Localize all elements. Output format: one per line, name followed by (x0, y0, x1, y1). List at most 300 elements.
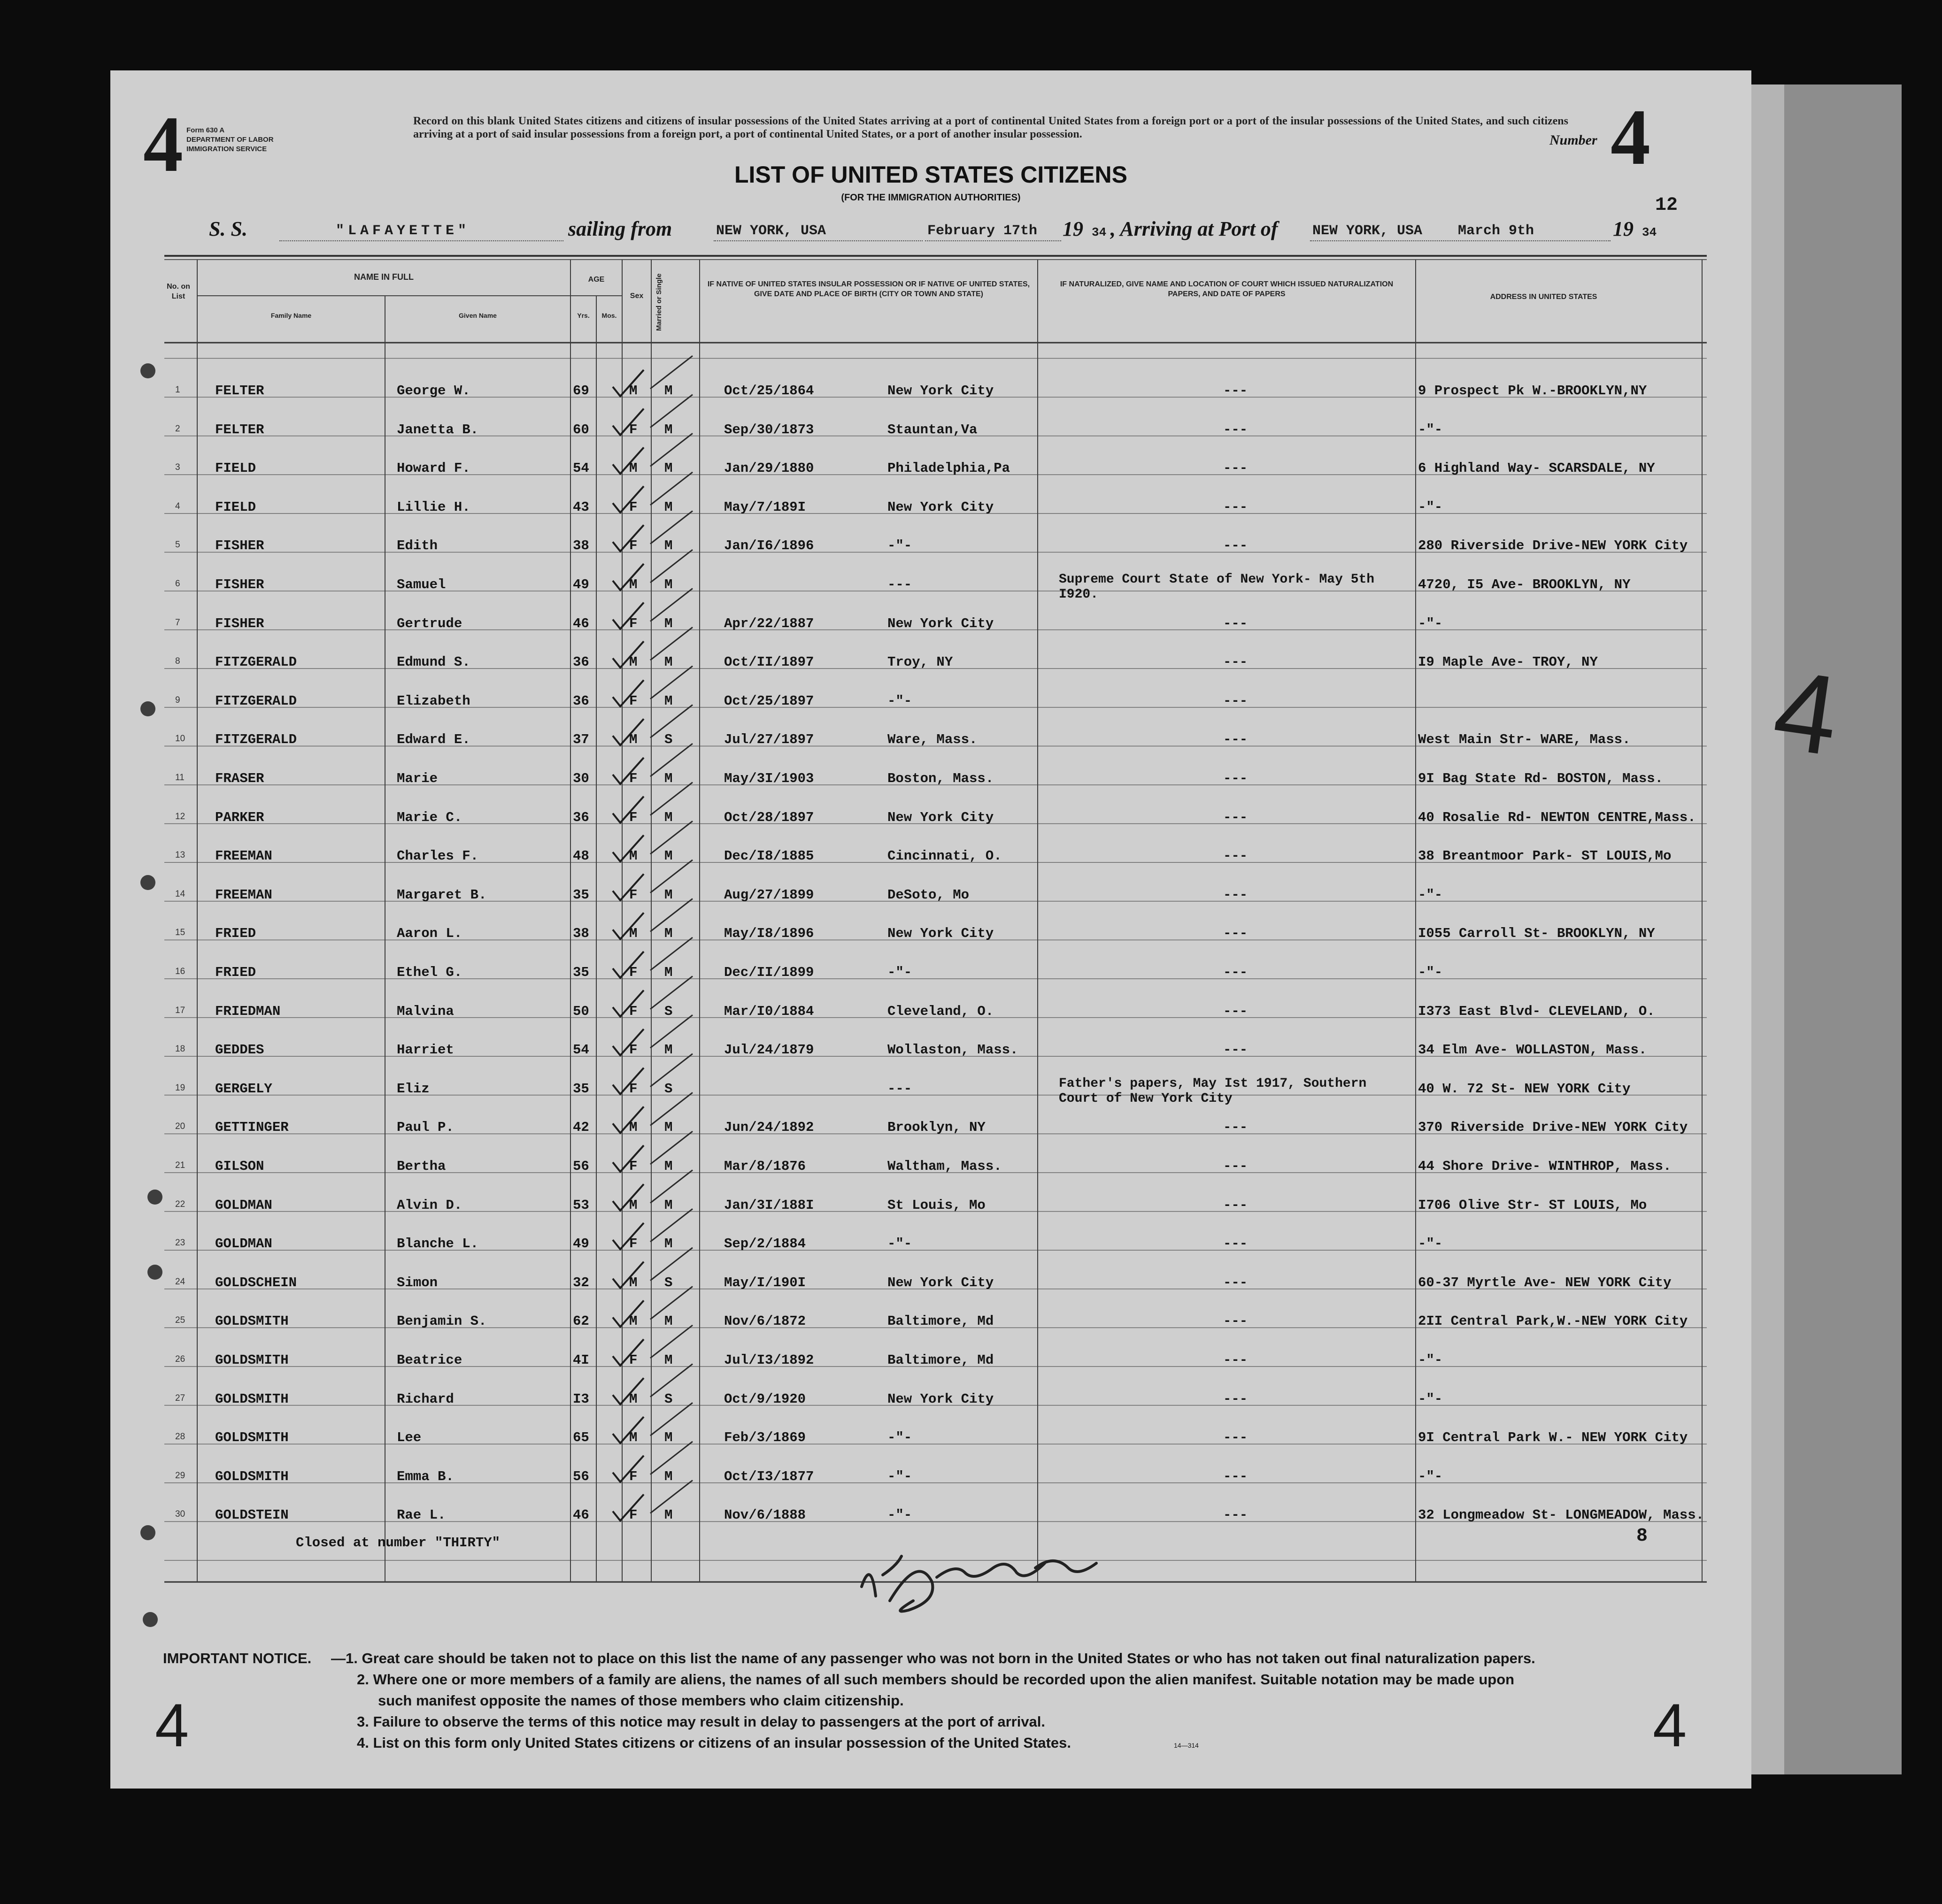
check-mark (613, 1106, 644, 1136)
birth-date: Mar/8/1876 (724, 1159, 806, 1174)
punch-hole (140, 875, 155, 890)
row-number: 9 (175, 695, 180, 705)
marital-status: S (664, 1274, 673, 1290)
marital-status: M (664, 383, 673, 399)
naturalization: --- (1223, 654, 1248, 670)
marital-status: M (664, 461, 673, 476)
naturalization: Father's papers, May Ist 1917, Southern Court of New York City (1059, 1076, 1367, 1106)
family-name: FISHER (215, 577, 264, 592)
notice-item-1: —1. Great care should be taken not to place on this list the name of any passenger who was not born in the United States or who has not taken out final naturalization papers. (331, 1650, 1535, 1666)
family-name: GOLDMAN (215, 1197, 272, 1213)
birth-place: Boston, Mass. (887, 771, 994, 786)
birth-place: -"- (887, 1468, 912, 1484)
check-mark (613, 913, 644, 942)
address: West Main Str- WARE, Mass. (1418, 732, 1631, 748)
arrival-port: NEW YORK, USA (1312, 223, 1423, 239)
arrival-date: March 9th (1458, 223, 1534, 239)
birth-date: Feb/3/1869 (724, 1430, 806, 1446)
age: 54 (573, 1042, 589, 1058)
row-number: 22 (175, 1199, 185, 1209)
address: 9I Central Park W.- NEW YORK City (1418, 1430, 1688, 1446)
address: -"- (1418, 499, 1443, 515)
marital-status: S (664, 1391, 673, 1407)
check-mark (613, 1417, 644, 1446)
check-mark (613, 797, 644, 823)
birth-date: Oct/9/1920 (724, 1391, 806, 1407)
list-number: 4 (1611, 93, 1650, 181)
check-mark (613, 1262, 644, 1288)
sex: F (629, 1352, 638, 1368)
check-mark (613, 874, 644, 900)
age: 49 (573, 1236, 589, 1252)
naturalization: --- (1223, 1468, 1248, 1484)
marital-status: M (664, 926, 673, 942)
page-number: 12 (1655, 195, 1678, 216)
age: 69 (573, 383, 589, 399)
given-name: Ethel G. (397, 965, 462, 980)
row-number: 3 (175, 462, 180, 473)
given-name: Howard F. (397, 461, 470, 476)
marital-status: M (664, 809, 673, 825)
address: 32 Longmeadow St- LONGMEADOW, Mass. (1418, 1507, 1704, 1523)
address: I055 Carroll St- BROOKLYN, NY (1418, 926, 1655, 942)
given-name: Rae L. (397, 1507, 446, 1523)
date-rule (925, 240, 1061, 241)
ss-label: S. S. (209, 217, 247, 240)
marital-status: M (664, 1507, 673, 1523)
family-name: FITZGERALD (215, 693, 297, 709)
header-naturalization: IF NATURALIZED, GIVE NAME AND LOCATION OF COURT WHICH ISSUED NATURALIZATION PAPERS, AND DATE OF PAPERS (1060, 280, 1394, 298)
marital-status: M (664, 693, 673, 709)
birth-date: May/I8/1896 (724, 926, 814, 942)
check-mark (613, 1068, 644, 1094)
birth-date: Oct/28/1897 (724, 809, 814, 825)
sex: M (629, 732, 638, 748)
birth-date: Oct/25/1864 (724, 383, 814, 399)
row-number: 11 (175, 773, 185, 783)
naturalization: --- (1223, 1274, 1248, 1290)
punch-hole (147, 1190, 162, 1205)
birth-place: --- (887, 577, 912, 592)
naturalization: --- (1223, 383, 1248, 399)
sex: F (629, 422, 638, 438)
row-number: 12 (175, 811, 185, 821)
check-mark (613, 641, 644, 668)
marital-status: S (664, 732, 673, 748)
row-number: 7 (175, 617, 180, 628)
age: 50 (573, 1003, 589, 1019)
address: I373 East Blvd- CLEVELAND, O. (1418, 1003, 1655, 1019)
check-mark (613, 409, 644, 435)
address: -"- (1418, 965, 1443, 980)
birth-place: Cleveland, O. (887, 1003, 994, 1019)
marital-status: M (664, 887, 673, 903)
marital-status: M (664, 422, 673, 438)
birth-place: -"- (887, 693, 912, 709)
header-given-name: Given Name (459, 312, 497, 319)
marital-status: M (664, 654, 673, 670)
address: -"- (1418, 1236, 1443, 1252)
footer-code: 14—314 (1174, 1742, 1199, 1749)
notice-item-2: 2. Where one or more members of a family are aliens, the names of all such members should be recorded upon the alien manifest. Suitable notation may be made upon (357, 1671, 1515, 1688)
given-name: Marie (397, 771, 438, 786)
marital-status: M (664, 1468, 673, 1484)
family-name: FIELD (215, 499, 256, 515)
marital-status: M (664, 1313, 673, 1329)
age: 46 (573, 615, 589, 631)
sex: M (629, 1313, 638, 1329)
row-number: 27 (175, 1393, 185, 1403)
sex: F (629, 1159, 638, 1174)
age: 42 (573, 1120, 589, 1136)
birth-place: Cincinnati, O. (887, 848, 1002, 864)
departure-port: NEW YORK, USA (716, 223, 826, 239)
address: -"- (1418, 1391, 1443, 1407)
service-label: IMMIGRATION SERVICE (186, 145, 267, 153)
address: 9I Bag State Rd- BOSTON, Mass. (1418, 771, 1664, 786)
sailing-date: February 17th (927, 223, 1038, 239)
naturalization: --- (1223, 615, 1248, 631)
check-mark (613, 835, 644, 861)
check-mark (613, 1184, 644, 1211)
birth-place: -"- (887, 1430, 912, 1446)
age: 56 (573, 1159, 589, 1174)
punch-hole (140, 701, 155, 716)
birth-date: Jul/24/1879 (724, 1042, 814, 1058)
family-name: FREEMAN (215, 887, 272, 903)
family-name: FISHER (215, 538, 264, 554)
sex: F (629, 615, 638, 631)
age: 36 (573, 693, 589, 709)
naturalization: --- (1223, 1042, 1248, 1058)
address: 280 Riverside Drive-NEW YORK City (1418, 538, 1688, 554)
birth-date: Mar/I0/1884 (724, 1003, 814, 1019)
naturalization: --- (1223, 848, 1248, 864)
marital-status: M (664, 848, 673, 864)
birth-date: Jan/I6/1896 (724, 538, 814, 554)
given-name: Alvin D. (397, 1197, 462, 1213)
header-sex: Sex (630, 292, 644, 300)
given-name: Malvina (397, 1003, 454, 1019)
age: 56 (573, 1468, 589, 1484)
family-name: FELTER (215, 383, 264, 399)
address: -"- (1418, 887, 1443, 903)
sex: F (629, 965, 638, 980)
age: 37 (573, 732, 589, 748)
family-name: FITZGERALD (215, 732, 297, 748)
given-name: Margaret B. (397, 887, 487, 903)
marital-status: S (664, 1003, 673, 1019)
age: 38 (573, 926, 589, 942)
given-name: Benjamin S. (397, 1313, 487, 1329)
birth-place: -"- (887, 1236, 912, 1252)
naturalization: --- (1223, 461, 1248, 476)
birth-place: Philadelphia,Pa (887, 461, 1010, 476)
given-name: Paul P. (397, 1120, 454, 1136)
given-name: Blanche L. (397, 1236, 479, 1252)
sex: F (629, 693, 638, 709)
sex: M (629, 383, 638, 399)
naturalization: --- (1223, 1391, 1248, 1407)
age: 36 (573, 654, 589, 670)
birth-date: Nov/6/1888 (724, 1507, 806, 1523)
row-number: 1 (175, 385, 180, 395)
address: 9 Prospect Pk W.-BROOKLYN,NY (1418, 383, 1647, 399)
sex: F (629, 887, 638, 903)
age: 38 (573, 538, 589, 554)
marital-status: S (664, 1081, 673, 1097)
naturalization: --- (1223, 499, 1248, 515)
address: I706 Olive Str- ST LOUIS, Mo (1418, 1197, 1647, 1213)
marital-status: M (664, 538, 673, 554)
check-mark (613, 486, 644, 513)
address: 370 Riverside Drive-NEW YORK City (1418, 1120, 1688, 1136)
sailing-year-prefix: 19 (1063, 217, 1083, 240)
birth-date: Jun/24/1892 (724, 1120, 814, 1136)
row-number: 20 (175, 1121, 185, 1132)
family-name: FRIED (215, 926, 256, 942)
manifest-page (110, 70, 1751, 1789)
birth-place: Ware, Mass. (887, 732, 978, 748)
given-name: Harriet (397, 1042, 454, 1058)
given-name: Edith (397, 538, 438, 554)
address: -"- (1418, 615, 1443, 631)
check-mark (613, 603, 644, 629)
naturalization: --- (1223, 693, 1248, 709)
address: 2II Central Park,W.-NEW YORK City (1418, 1313, 1688, 1329)
form-instructions: Record on this blank United States citizens and citizens of insular possessions of the United States arriving at a port of continental United States from a foreign port or a port of the insular possessions of the United States, and such citizens arriving at a port of said insular possessions from a foreign port, a port of continental United States, or a port of another insular possession. (413, 115, 1568, 140)
address: 44 Shore Drive- WINTHROP, Mass. (1418, 1159, 1672, 1174)
sex: F (629, 1507, 638, 1523)
sex: M (629, 577, 638, 592)
form-title: LIST OF UNITED STATES CITIZENS (734, 161, 1128, 188)
arrival-rule (1310, 240, 1611, 241)
age: 65 (573, 1430, 589, 1446)
check-mark (613, 990, 644, 1017)
sex: M (629, 1391, 638, 1407)
birth-place: New York City (887, 1274, 994, 1290)
age: 36 (573, 809, 589, 825)
header-name-in-full: NAME IN FULL (354, 272, 414, 282)
given-name: Lee (397, 1430, 422, 1446)
birth-place: Wollaston, Mass. (887, 1042, 1018, 1058)
row-number: 18 (175, 1044, 185, 1054)
form-subtitle: (FOR THE IMMIGRATION AUTHORITIES) (841, 192, 1021, 203)
sex: F (629, 1003, 638, 1019)
family-name: GOLDSMITH (215, 1430, 289, 1446)
row-number: 6 (175, 579, 180, 589)
family-name: FIELD (215, 461, 256, 476)
birth-place: New York City (887, 499, 994, 515)
address: 40 W. 72 St- NEW YORK City (1418, 1081, 1631, 1097)
sex: M (629, 926, 638, 942)
sex: M (629, 848, 638, 864)
birth-date: May/I/190I (724, 1274, 806, 1290)
age: 60 (573, 422, 589, 438)
row-number: 8 (175, 656, 180, 667)
marital-status: M (664, 771, 673, 786)
check-mark (613, 758, 644, 784)
naturalization: --- (1223, 1159, 1248, 1174)
birth-date: Jan/29/1880 (724, 461, 814, 476)
punch-hole (143, 1612, 158, 1627)
address: 4720, I5 Ave- BROOKLYN, NY (1418, 577, 1631, 592)
birth-place: Baltimore, Md (887, 1352, 994, 1368)
check-mark (613, 680, 644, 706)
marital-status: M (664, 965, 673, 980)
birth-place: St Louis, Mo (887, 1197, 986, 1213)
row-number: 23 (175, 1238, 185, 1248)
check-mark (613, 525, 644, 554)
given-name: Richard (397, 1391, 454, 1407)
family-name: GETTINGER (215, 1120, 289, 1136)
birth-date: May/7/189I (724, 499, 806, 515)
address: 38 Breantmoor Park- ST LOUIS,Mo (1418, 848, 1672, 864)
age: 62 (573, 1313, 589, 1329)
given-name: Janetta B. (397, 422, 479, 438)
check-mark (613, 1145, 644, 1172)
row-number: 14 (175, 889, 185, 899)
check-mark (613, 952, 644, 978)
age: 30 (573, 771, 589, 786)
sex: M (629, 1120, 638, 1136)
age: 4I (573, 1352, 589, 1368)
family-name: FRIED (215, 965, 256, 980)
age: 54 (573, 461, 589, 476)
age: 35 (573, 1081, 589, 1097)
sex: F (629, 1042, 638, 1058)
naturalization: --- (1223, 1313, 1248, 1329)
underlying-sheet (1733, 84, 1902, 1774)
notice-heading: IMPORTANT NOTICE. (163, 1650, 312, 1666)
address: 40 Rosalie Rd- NEWTON CENTRE,Mass. (1418, 809, 1696, 825)
check-mark (613, 1456, 644, 1482)
corner-number-bottom-right: 4 (1653, 1691, 1687, 1759)
header-months: Mos. (601, 312, 617, 319)
birth-place: --- (887, 1081, 912, 1097)
marital-status: M (664, 577, 673, 592)
family-name: GOLDSMITH (215, 1391, 289, 1407)
header-age: AGE (588, 276, 605, 284)
marital-status: M (664, 615, 673, 631)
birth-date: Aug/27/1899 (724, 887, 814, 903)
row-number: 25 (175, 1315, 185, 1326)
marital-status: M (664, 1430, 673, 1446)
address: 34 Elm Ave- WOLLASTON, Mass. (1418, 1042, 1647, 1058)
given-name: Edward E. (397, 732, 470, 748)
sex: M (629, 461, 638, 476)
birth-date: Apr/22/1887 (724, 615, 814, 631)
check-mark (613, 1223, 644, 1252)
family-name: GOLDSCHEIN (215, 1274, 297, 1290)
header-no-on-list: No. on List (167, 283, 190, 300)
birth-date: Oct/25/1897 (724, 693, 814, 709)
birth-place: New York City (887, 926, 994, 942)
birth-place: Stauntan,Va (887, 422, 978, 438)
naturalization: --- (1223, 1003, 1248, 1019)
row-number: 30 (175, 1509, 185, 1520)
birth-date: Oct/II/1897 (724, 654, 814, 670)
inspector-signature (857, 1530, 1110, 1624)
family-name: FRIEDMAN (215, 1003, 281, 1019)
birth-place: -"- (887, 538, 912, 554)
address: 6 Highland Way- SCARSDALE, NY (1418, 461, 1655, 476)
address: -"- (1418, 422, 1443, 438)
form-number: Form 630 A (186, 126, 225, 134)
address: 60-37 Myrtle Ave- NEW YORK City (1418, 1274, 1672, 1290)
naturalization: --- (1223, 887, 1248, 903)
naturalization: --- (1223, 538, 1248, 554)
family-name: FRASER (215, 771, 264, 786)
naturalization: --- (1223, 965, 1248, 980)
family-name: FREEMAN (215, 848, 272, 864)
birth-place: New York City (887, 615, 994, 631)
birth-date: Dec/I8/1885 (724, 848, 814, 864)
naturalization: --- (1223, 926, 1248, 942)
row-number: 5 (175, 540, 180, 550)
row-number: 10 (175, 734, 185, 744)
age: 53 (573, 1197, 589, 1213)
sex: F (629, 771, 638, 786)
header-address: ADDRESS IN UNITED STATES (1490, 293, 1597, 301)
corner-number-bottom-left: 4 (155, 1691, 189, 1759)
ship-name: "LAFAYETTE" (336, 223, 470, 239)
sailing-label: sailing from (568, 217, 672, 240)
naturalization: --- (1223, 1236, 1248, 1252)
marital-status: M (664, 1120, 673, 1136)
naturalization: --- (1223, 1507, 1248, 1523)
given-name: Elizabeth (397, 693, 470, 709)
birth-date: Jul/I3/1892 (724, 1352, 814, 1368)
naturalization: Supreme Court State of New York- May 5th I920. (1059, 572, 1375, 602)
check-mark (613, 719, 644, 748)
header-family-name: Family Name (270, 312, 312, 319)
arrival-year-prefix: 19 (1613, 217, 1634, 240)
department-label: DEPARTMENT OF LABOR (186, 136, 274, 144)
given-name: Samuel (397, 577, 446, 592)
row-number: 16 (175, 967, 185, 976)
corner-number-top-left: 4 (143, 100, 183, 188)
check-mark (613, 1029, 644, 1055)
row-number: 15 (175, 928, 185, 938)
marital-status: M (664, 1197, 673, 1213)
arriving-label: , Arriving at Port of (1110, 217, 1278, 240)
given-name: Gertrude (397, 615, 462, 631)
birth-date: Oct/I3/1877 (724, 1468, 814, 1484)
marital-status: M (664, 1042, 673, 1058)
row-number: 19 (175, 1083, 185, 1093)
check-marks (613, 356, 693, 1520)
row-number: 29 (175, 1470, 185, 1481)
family-name: PARKER (215, 809, 264, 825)
family-name: GOLDSMITH (215, 1313, 289, 1329)
punch-hole (140, 1525, 155, 1540)
given-name: Charles F. (397, 848, 479, 864)
check-mark (613, 1378, 644, 1405)
check-mark (613, 564, 644, 590)
age: 49 (573, 577, 589, 592)
given-name: Simon (397, 1274, 438, 1290)
age: 48 (573, 848, 589, 864)
naturalization: --- (1223, 732, 1248, 748)
given-name: Beatrice (397, 1352, 462, 1368)
sex: F (629, 809, 638, 825)
family-name: FELTER (215, 422, 264, 438)
age: 32 (573, 1274, 589, 1290)
row-number: 13 (175, 850, 185, 860)
birth-place: Brooklyn, NY (887, 1120, 986, 1136)
given-name: Lillie H. (397, 499, 470, 515)
